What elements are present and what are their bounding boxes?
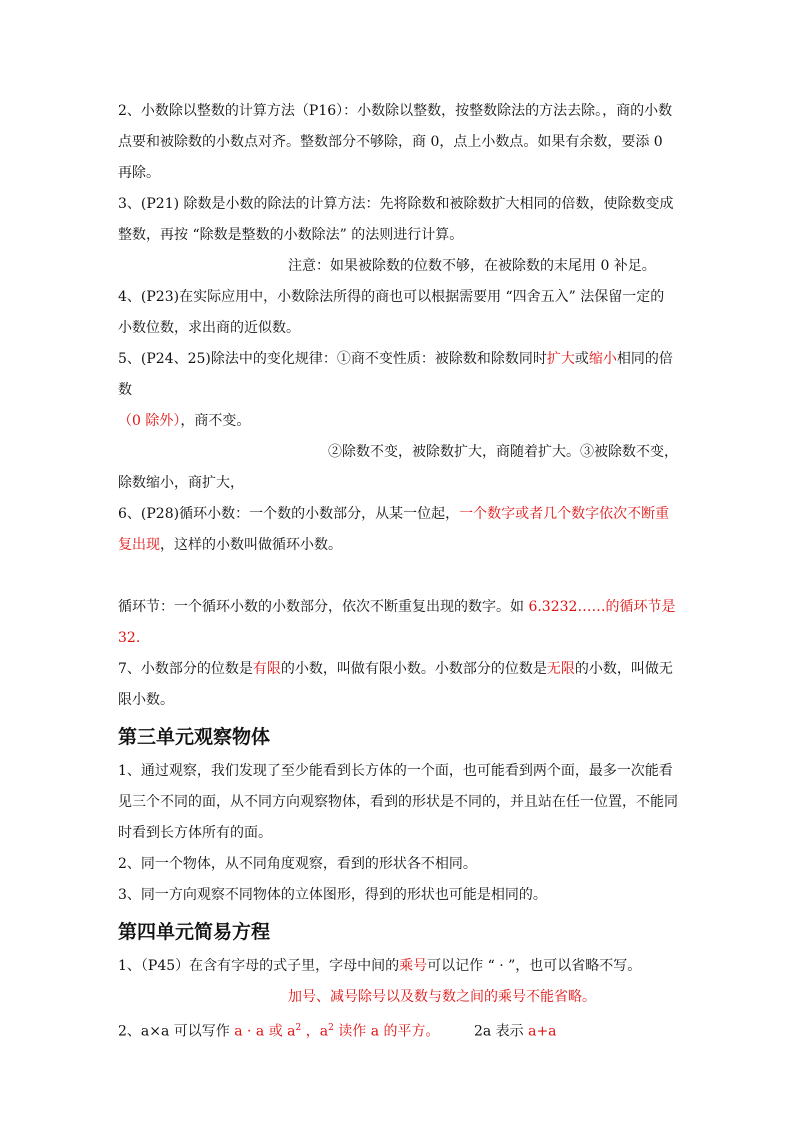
paragraph-finite-infinite bbox=[118, 654, 678, 716]
highlight-a-plus-a: a+a bbox=[528, 1023, 557, 1040]
paragraph-change-rules bbox=[118, 344, 678, 437]
paragraph-divisor-decimal: 3、(P21) 除数是小数的除法的计算方法：先将除数和被除数扩大相同的倍数，使除数变成整数，再按 “除数是整数的小数除法” 的法则进行计算。 bbox=[118, 196, 674, 243]
highlight-cannot-omit: 加号、减号除号以及数与数之间的乘号 bbox=[288, 989, 526, 1005]
repeating-end: ，这样的小数叫做循环小数。 bbox=[160, 537, 342, 553]
highlight-shrink: 缩小 bbox=[588, 351, 617, 367]
paragraph-observe-two: 2、同一个物体，从不同角度观察，看到的形状各不相同。 bbox=[118, 856, 477, 872]
finite-b: 的小数，叫做有限小数。小数部分的位数是 bbox=[280, 661, 547, 677]
highlight-infinite: 无限 bbox=[546, 661, 575, 677]
rules-same-multiple: 相同的倍数 bbox=[118, 351, 673, 398]
paragraph-repeating-decimal bbox=[118, 499, 678, 561]
heading-unit-three: 第三单元观察物体 bbox=[118, 726, 271, 748]
highlight-except-zero: （0 除外） bbox=[118, 413, 181, 429]
cycle-lead: 循环节：一个循环小数的小数部分，依次不断重复出现的数字。如 bbox=[118, 599, 529, 615]
highlight-multiplication: 乘号 bbox=[399, 958, 428, 974]
blank-line bbox=[118, 561, 678, 592]
highlight-expand: 扩大 bbox=[546, 351, 575, 367]
note-cannot-omit-end: 不能省略。 bbox=[526, 989, 596, 1005]
heading-unit-four: 第四单元简易方程 bbox=[118, 921, 271, 943]
paragraph-rule-two-cont: 除数缩小，商扩大， bbox=[118, 475, 244, 491]
repeating-lead: 6、(P28)循环小数：一个数的小数部分，从某一位起， bbox=[118, 506, 460, 522]
paragraph-rounding: 4、(P23)在实际应用中，小数除法所得的商也可以根据需要用 “四舍五入” 法保留一定的小数位数，求出商的近似数。 bbox=[118, 289, 665, 336]
square-lead: 2、a×a 可以写作 bbox=[118, 1023, 235, 1040]
rules-end: ，商不变。 bbox=[180, 413, 251, 429]
document-body bbox=[118, 96, 678, 1048]
finite-a: 7、小数部分的位数是 bbox=[118, 661, 253, 677]
superscript-two-b: 2 bbox=[328, 1023, 334, 1033]
paragraph-observe-one: 1、通过观察，我们发现了至少能看到长方体的一个面，也可能看到两个面，最多一次能看见三个不同的面，从不同方向观察物体，看到的形状是不同的，并且站在任一位置，不能同时看到长方体所有的面。 bbox=[118, 763, 678, 841]
finite-c: 的小数，叫做无限小数。 bbox=[118, 661, 673, 708]
paragraph-multiplication-sign bbox=[118, 951, 678, 982]
paragraph-observe-three: 3、同一方向观察不同物体的立体图形，得到的形状也可能是相同的。 bbox=[118, 887, 547, 903]
note-pad-zero: 注意：如果被除数的位数不够，在被除数的末尾用 0 补足。 bbox=[288, 258, 656, 274]
paragraph-division-by-integer: 2、小数除以整数的计算方法（P16）：小数除以整数，按整数除法的方法去除。，商的小数点要和被除数的小数点对齐。整数部分不够除，商 0，点上小数点。如果有余数，要添 0 再除。 bbox=[118, 103, 673, 181]
highlight-finite: 有限 bbox=[252, 661, 281, 677]
highlight-square-c: 读作 a 的平方。 bbox=[333, 1023, 440, 1040]
double-a-lead: 2a 表示 bbox=[473, 1023, 529, 1040]
rules-or: 或 bbox=[574, 351, 589, 367]
mult-end: 可以记作 “ · ”，也可以省略不写。 bbox=[427, 958, 642, 974]
highlight-repeating: 一个数字或者几个数字依次不断重复出现 bbox=[118, 506, 670, 553]
paragraph-rule-two: ②除数不变，被除数扩大，商随着扩大。③被除数不变， bbox=[328, 444, 678, 460]
highlight-cycle-example: 6.3232……的循环节是 32. bbox=[118, 599, 676, 646]
mult-lead: 1、（P45）在含有字母的式子里，字母中间的 bbox=[118, 958, 400, 974]
note-cannot-omit bbox=[118, 982, 678, 1013]
superscript-two: 2 bbox=[295, 1023, 302, 1033]
highlight-square-b: ，a bbox=[301, 1023, 329, 1040]
paragraph-cycle bbox=[118, 592, 678, 654]
rules-lead: 5、(P24、25)除法中的变化规律：①商不变性质：被除数和除数同时 bbox=[118, 351, 547, 367]
highlight-square-a: a · a 或 a bbox=[234, 1023, 296, 1040]
paragraph-square bbox=[118, 1013, 678, 1048]
